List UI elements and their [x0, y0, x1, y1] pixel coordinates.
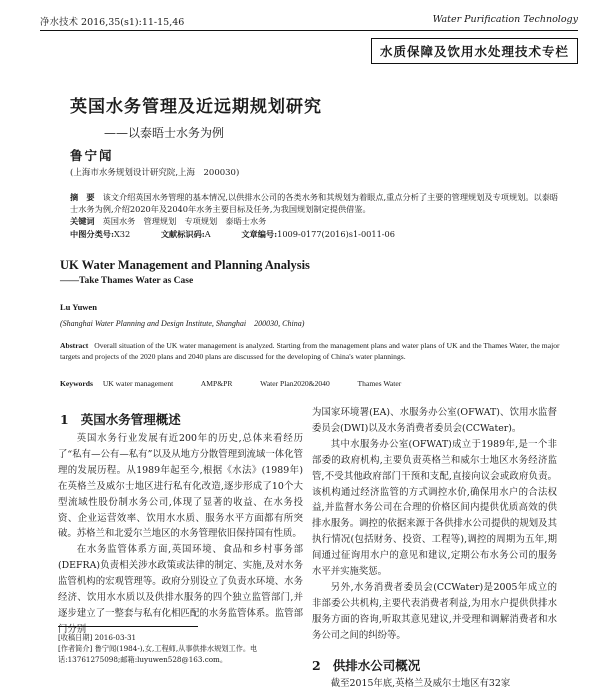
abstract-en: [60, 340, 560, 362]
abstract-cn: [70, 192, 560, 215]
footnote-received: [收稿日期] 2016-03-31: [58, 633, 137, 642]
paragraph: 在水务监管体系方面,英国环境、食品和乡村事务部(DEFRA)负责相关涉水政策或法律的制定、实施,及对水务监管机构的宏观管理等。政府分别设立了负责水环境、水务经济、饮用水水质以及供排水服务的四个独立监管部门,并逐步建立了一整套与私有化相匹配的水务监管体系。监管部门分别: [58, 544, 303, 635]
section-2-title: 供排水公司概况: [332, 658, 421, 673]
abstract-cn-text: 该文介绍英国水务管理的基本情况,以供排水公司的各类水务和其规划为着眼点,重点分析了主要的管理规划及专项规划。以泰晤士水务为例,介绍2020年及2040年水务主要目标及任务,为我国规划制定提供借鉴。: [70, 192, 559, 214]
paragraph: 截至2015年底,英格兰及威尔士地区有32家: [330, 678, 511, 689]
doc-code-value: A: [204, 229, 211, 239]
keyword-en: Thames Water: [357, 379, 402, 388]
keyword-en: Water Plan2020&2040: [260, 379, 330, 388]
affiliation-en: (Shanghai Water Planning and Design Institute, Shanghai 200030, China): [60, 319, 305, 328]
paragraph: 另外,水务消费者委员会(CCWater)是2005年成立的非部委公共机构,主要代表消费者利益,为用水户提供供排水服务方面的咨询,听取其意见建议,并受理和调解消费者和水务公司之间的纠纷等。: [312, 581, 557, 641]
classification-line: [70, 229, 560, 241]
section-2-number: 2: [312, 658, 321, 673]
article-no-value: 1009-0177(2016)s1-0011-06: [277, 229, 395, 239]
column-name-box: 水质保障及饮用水处理技术专栏: [371, 38, 578, 64]
right-column: [312, 405, 557, 644]
abstract-cn-label: 摘 要: [70, 192, 95, 202]
clc-label: 中图分类号:: [70, 229, 114, 239]
keywords-cn: [70, 216, 560, 228]
title-cn: 英国水务管理及近远期规划研究: [70, 97, 322, 117]
section-1-number: 1: [60, 412, 69, 427]
footnote: [58, 632, 303, 665]
section-2-heading: [312, 656, 420, 674]
section-1-heading: [60, 410, 181, 428]
author-cn: 鲁宁闻: [70, 148, 114, 163]
clc-value: X32: [113, 229, 131, 239]
right-column-continued: [312, 676, 557, 692]
left-column: [58, 431, 303, 638]
author-en: Lu Yuwen: [60, 302, 97, 312]
keywords-cn-label: 关键词: [70, 216, 95, 226]
affiliation-cn: (上海市水务规划设计研究院,上海 200030): [70, 168, 240, 178]
keywords-en: [60, 379, 427, 388]
footnote-author: [作者简介] 鲁宁闻(1984-),女,工程师,从事供排水规划工作。电话:13761275098;邮箱:luyuwen528@163.com。: [58, 644, 258, 664]
keyword-en: UK water management: [102, 379, 174, 388]
keywords-cn-text: 英国水务 管理规划 专项规划 泰晤士水务: [102, 216, 267, 226]
section-1-title: 英国水务管理概述: [80, 412, 181, 427]
journal-citation: 净水技术 2016,35(s1):11-15,46: [40, 17, 185, 28]
subtitle-cn: ——以泰晤士水务为例: [104, 126, 225, 140]
keywords-en-label: Keywords: [60, 379, 93, 388]
abstract-en-text: Overall situation of the UK water management is analyzed. Starting from the management plans and water plans of UK and the Thames Water, the major targets and projects of the 2020 plans and 2040 plans are discussed for the developing of China's water plannings.: [60, 341, 560, 361]
title-en: UK Water Management and Planning Analysis: [60, 258, 310, 272]
header-rule: [40, 30, 578, 31]
paragraph: 英国水务行业发展有近200年的历史,总体来看经历了“私有—公有—私有”以及从地方分散管理到流域一体化管理的发展历程。从1989年起至今,根据《水法》(1989年)在英格兰及威尔士地区进行私有化改造,逐步形成了10个大型流域性股份制水务公司,体现了显著的收益、在水务投资、企业运营效率、饮用水水质、服务水平方面都有所突破。苏格兰和北爱尔兰地区的水务管理依旧保持国有性质。: [58, 433, 303, 540]
paragraph: 其中水服务办公室(OFWAT)成立于1989年,是一个非部委的政府机构,主要负责英格兰和威尔士地区水务经济监管,不受其他政府部门干预和支配,直接向议会或政府负责。该机构通过经济监管的方式调控水价,确保用水户的合法权益,并监督水务公司在合理的价格区间内提供优质高效的供排水服务。调控的依据来源于各供排水公司提供的规划及其执行情况(包括财务、投资、工程等),调控的周期为五年,期间通过征询用水户的意见和建议,定期公布水务公司的服务水平并实施奖惩。: [312, 438, 557, 578]
footnote-rule: [58, 626, 198, 627]
article-no-label: 文章编号:: [241, 229, 278, 239]
journal-name-en: Water Purification Technology: [432, 14, 578, 25]
paragraph: 为国家环境署(EA)、水服务办公室(OFWAT)、饮用水监督委员会(DWI)以及水务消费者委员会(CCWater)。: [312, 407, 557, 434]
abstract-en-label: Abstract: [60, 341, 89, 350]
doc-code-label: 文献标识码:: [160, 229, 205, 239]
keyword-en: AMP&PR: [200, 379, 233, 388]
subtitle-en: ——Take Thames Water as Case: [60, 276, 194, 286]
